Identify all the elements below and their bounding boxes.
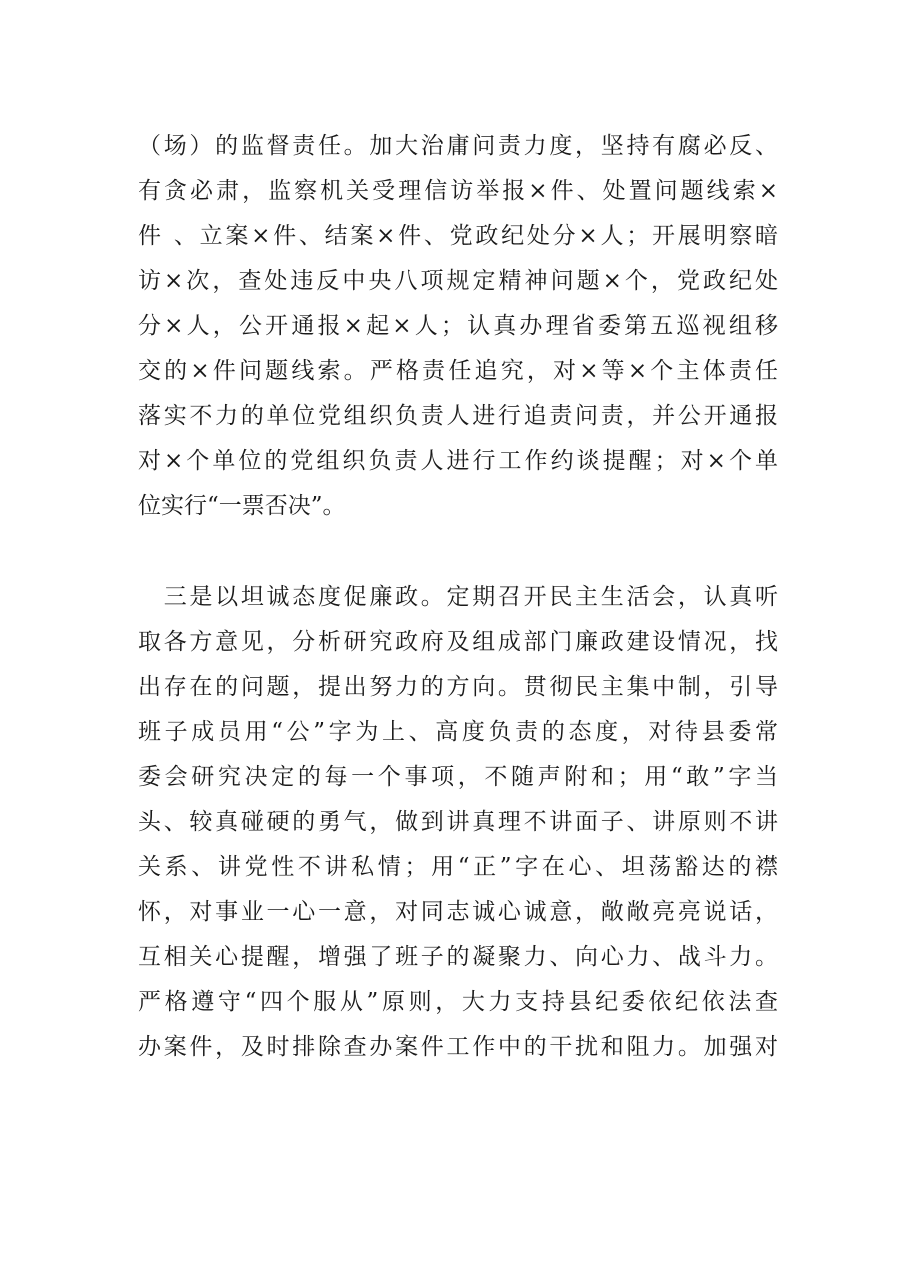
text-line: 委会研究决定的每一个事项，不随声附和；用“敢”字当 (138, 764, 778, 790)
text-line: 严格遵守“四个服从”原则，大力支持县纪委依纪依法查 (138, 989, 778, 1015)
text-line: 互相关心提醒，增强了班子的凝聚力、向心力、战斗力。 (138, 944, 778, 970)
text-line: 有贪必肃，监察机关受理信访举报×件、处置问题线索× (138, 178, 778, 204)
text-line: 出存在的问题，提出努力的方向。贯彻民主集中制，引导 (138, 674, 778, 700)
text-line: 位实行“一票否决”。 (138, 493, 346, 519)
paragraph-clean-government (138, 575, 778, 1070)
text-line: 头、较真碰硬的勇气，做到讲真理不讲面子、讲原则不讲 (138, 809, 778, 835)
text-line: （场）的监督责任。加大治庸问责力度，坚持有腐必反、 (138, 133, 778, 159)
text-line: 班子成员用“公”字为上、高度负责的态度，对待县委常 (138, 719, 778, 745)
text-line: 三是以坦诚态度促廉政。定期召开民主生活会，认真听 (138, 584, 778, 610)
text-line: 怀，对事业一心一意，对同志诚心诚意，敞敞亮亮说话， (138, 899, 778, 925)
paragraph-supervision-accountability (138, 124, 778, 529)
text-line: 办案件，及时排除查办案件工作中的干扰和阻力。加强对 (138, 1034, 778, 1060)
text-line: 交的×件问题线索。严格责任追究，对×等×个主体责任 (138, 358, 778, 384)
text-line: 访×次，查处违反中央八项规定精神问题×个，党政纪处 (138, 268, 778, 294)
text-line: 件 、立案×件、结案×件、党政纪处分×人；开展明察暗 (138, 223, 778, 249)
text-line: 取各方意见，分析研究政府及组成部门廉政建设情况，找 (138, 629, 778, 655)
text-line: 对×个单位的党组织负责人进行工作约谈提醒；对×个单 (138, 448, 778, 474)
text-line: 落实不力的单位党组织负责人进行追责问责，并公开通报 (138, 403, 778, 429)
text-line: 分×人，公开通报×起×人；认真办理省委第五巡视组移 (138, 313, 778, 339)
text-line: 关系、讲党性不讲私情；用“正”字在心、坦荡豁达的襟 (138, 854, 778, 880)
